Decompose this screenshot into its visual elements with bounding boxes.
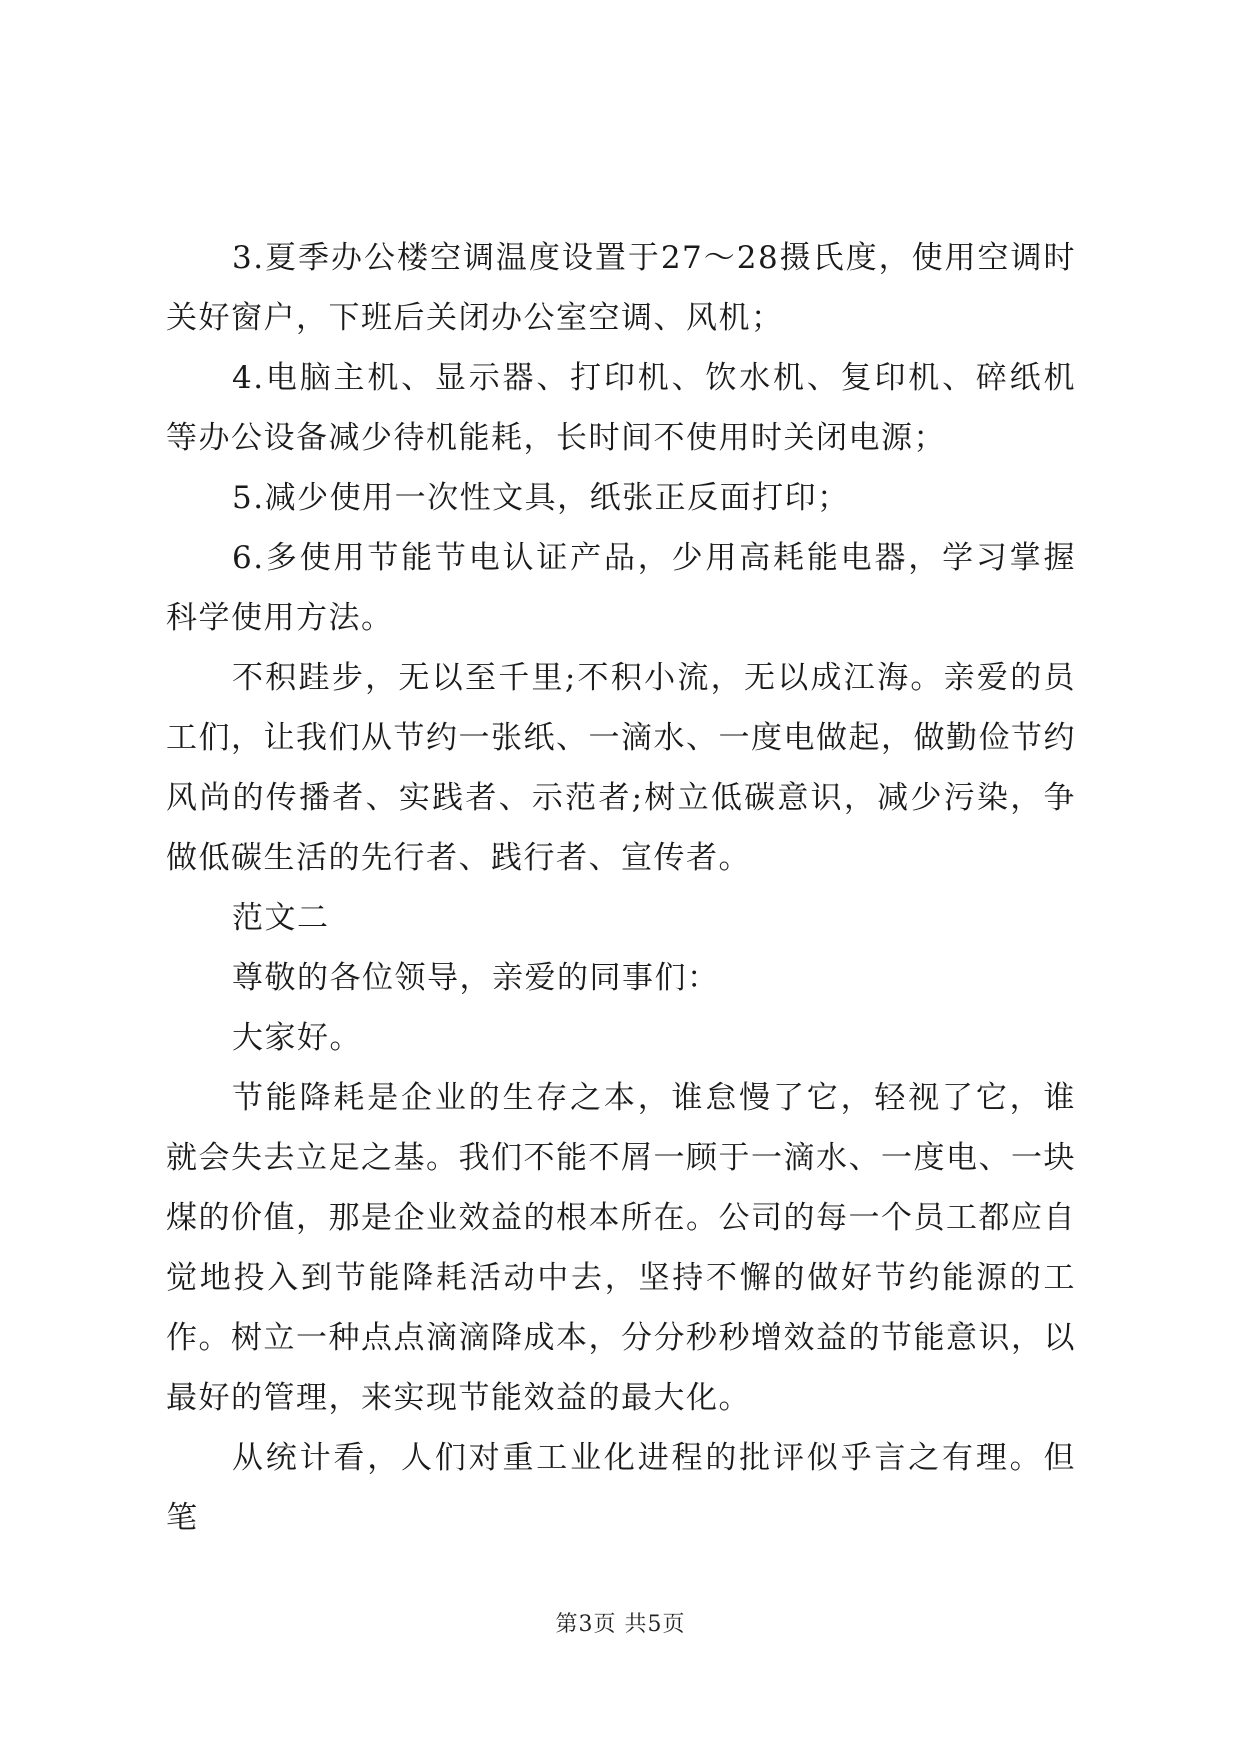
page-footer: 第3页 共5页: [555, 1612, 686, 1637]
paragraph-body-2: 从统计看，人们对重工业化进程的批评似乎言之有理。但笔: [166, 1440, 1076, 1536]
paragraph-item-3: 3.夏季办公楼空调温度设置于27～28摄氏度，使用空调时关好窗户，下班后关闭办公室空调、风机；: [166, 240, 1076, 336]
paragraph-closing-call: 不积跬步，无以至千里;不积小流，无以成江海。亲爱的员工们，让我们从节约一张纸、一滴水、一度电做起，做勤俭节约风尚的传播者、实践者、示范者;树立低碳意识，减少污染，争做低碳生活的先行者、践行者、宣传者。: [166, 660, 1076, 876]
paragraph-item-4: 4.电脑主机、显示器、打印机、饮水机、复印机、碎纸机等办公设备减少待机能耗，长时间不使用时关闭电源；: [166, 360, 1076, 456]
document-body: [166, 228, 1076, 1548]
paragraph-item-5: 5.减少使用一次性文具，纸张正反面打印；: [232, 480, 850, 516]
paragraph-body-1: 节能降耗是企业的生存之本，谁怠慢了它，轻视了它，谁就会失去立足之基。我们不能不屑一顾于一滴水、一度电、一块煤的价值，那是企业效益的根本所在。公司的每一个员工都应自觉地投入到节能降耗活动中去，坚持不懈的做好节约能源的工作。树立一种点点滴滴降成本，分分秒秒增效益的节能意识，以最好的管理，来实现节能效益的最大化。: [166, 1080, 1076, 1416]
salutation: 尊敬的各位领导，亲爱的同事们：: [232, 960, 720, 996]
paragraph-item-6: 6.多使用节能节电认证产品，少用高耗能电器，学习掌握科学使用方法。: [166, 540, 1076, 636]
section-heading: 范文二: [232, 900, 330, 936]
greeting: 大家好。: [232, 1020, 362, 1056]
